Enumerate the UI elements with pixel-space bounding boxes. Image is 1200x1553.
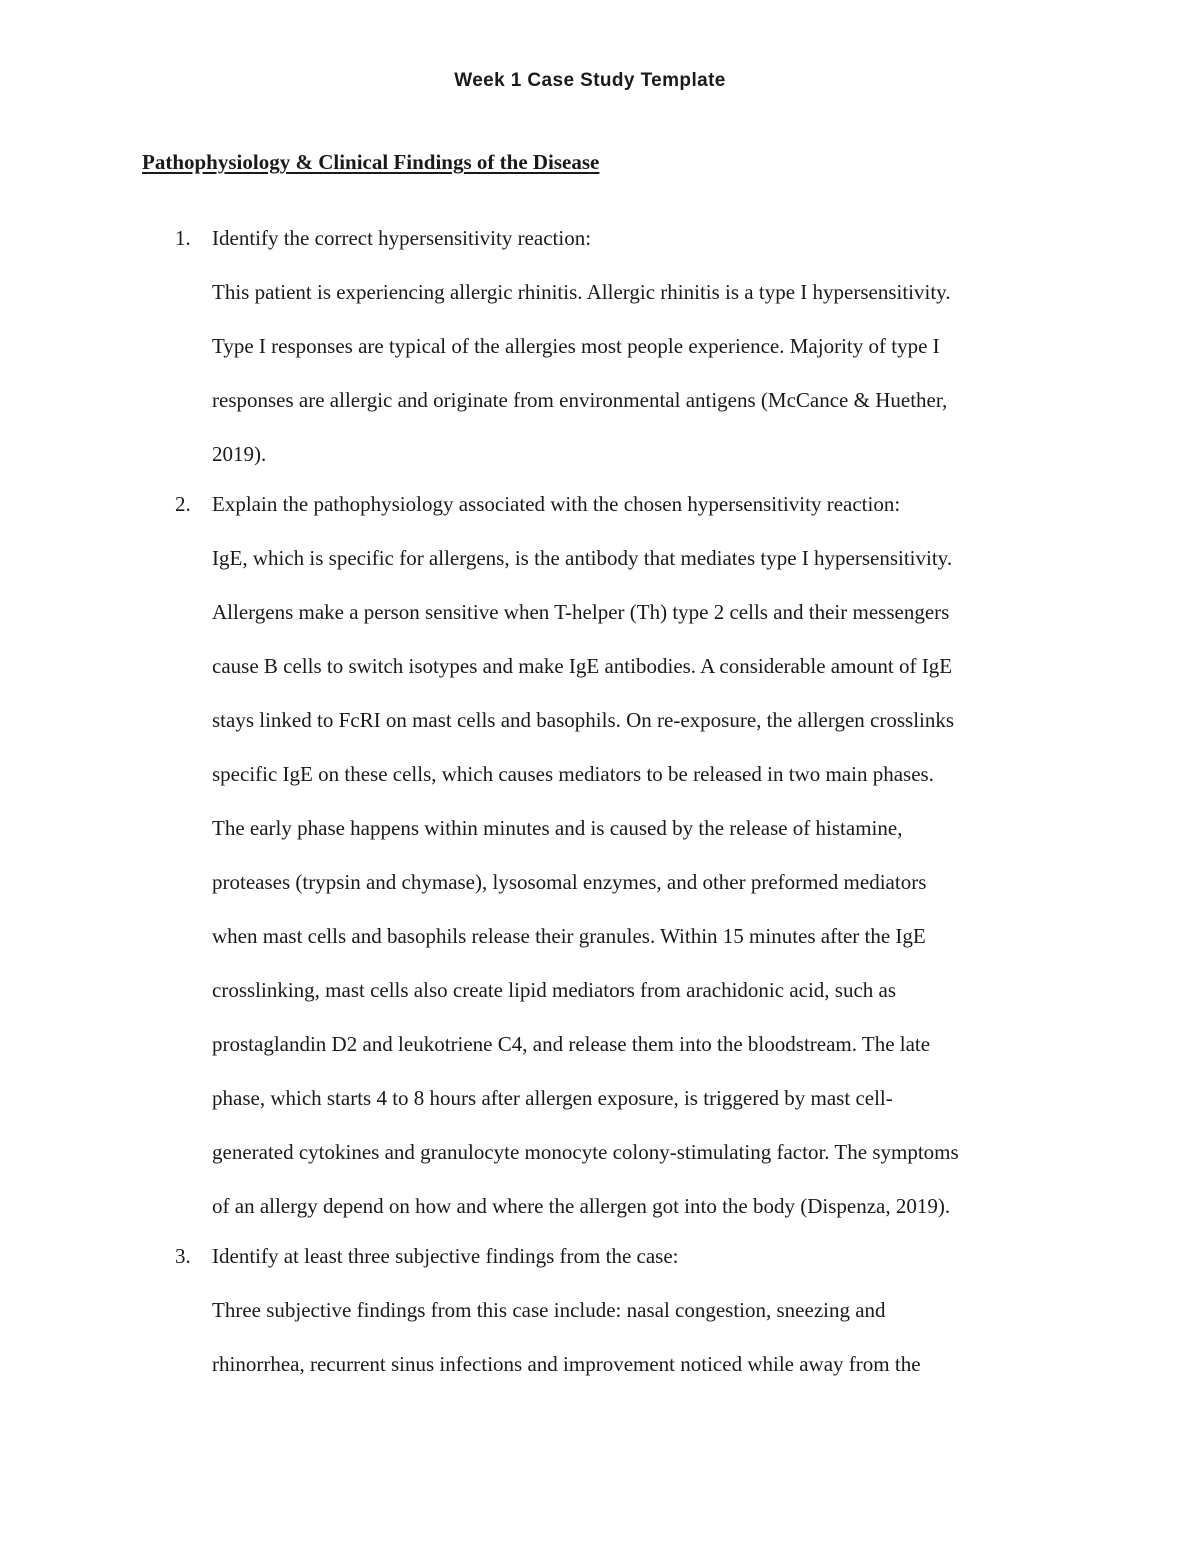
answer-line: of an allergy depend on how and where the allergen got into the body (Dispenza, 2019). xyxy=(212,1194,951,1218)
question-answer xyxy=(212,531,1092,1233)
question-answer xyxy=(212,1283,1092,1391)
answer-line: Type I responses are typical of the allergies most people experience. Majority of type I xyxy=(212,334,940,358)
question-number: 3. xyxy=(175,1244,191,1268)
answer-line: cause B cells to switch isotypes and make IgE antibodies. A considerable amount of IgE xyxy=(212,654,953,678)
question-number: 2. xyxy=(175,492,191,516)
answer-line: specific IgE on these cells, which causes mediators to be released in two main phases. xyxy=(212,762,934,786)
answer-line: 2019). xyxy=(212,442,267,466)
answer-line: Allergens make a person sensitive when T-helper (Th) type 2 cells and their messengers xyxy=(212,600,950,624)
answer-line: crosslinking, mast cells also create lipid mediators from arachidonic acid, such as xyxy=(212,978,897,1002)
answer-line: This patient is experiencing allergic rhinitis. Allergic rhinitis is a type I hypersensitivity. xyxy=(212,280,951,304)
answer-line: prostaglandin D2 and leukotriene C4, and release them into the bloodstream. The late xyxy=(212,1032,931,1056)
question-prompt: Identify at least three subjective findings from the case: xyxy=(212,1244,679,1268)
answer-line: Three subjective findings from this case include: nasal congestion, sneezing and xyxy=(212,1298,886,1322)
question-1 xyxy=(0,225,1200,481)
answer-line: phase, which starts 4 to 8 hours after allergen exposure, is triggered by mast cell- xyxy=(212,1086,893,1110)
question-list xyxy=(0,225,1200,1391)
question-number: 1. xyxy=(175,226,191,250)
document-title: Week 1 Case Study Template xyxy=(454,70,726,91)
question-2 xyxy=(0,491,1200,1233)
answer-line: proteases (trypsin and chymase), lysosomal enzymes, and other preformed mediators xyxy=(212,870,927,894)
answer-line: rhinorrhea, recurrent sinus infections and improvement noticed while away from the xyxy=(212,1352,921,1376)
question-3 xyxy=(0,1243,1200,1391)
question-prompt: Identify the correct hypersensitivity reaction: xyxy=(212,226,592,250)
answer-line: IgE, which is specific for allergens, is the antibody that mediates type I hypersensitivity. xyxy=(212,546,953,570)
question-answer xyxy=(212,265,1092,481)
answer-line: when mast cells and basophils release their granules. Within 15 minutes after the IgE xyxy=(212,924,926,948)
answer-line: responses are allergic and originate from environmental antigens (McCance & Huether, xyxy=(212,388,948,412)
answer-line: stays linked to FcRI on mast cells and basophils. On re-exposure, the allergen crosslinks xyxy=(212,708,955,732)
question-prompt: Explain the pathophysiology associated with the chosen hypersensitivity reaction: xyxy=(212,492,901,516)
answer-line: generated cytokines and granulocyte monocyte colony-stimulating factor. The symptoms xyxy=(212,1140,959,1164)
answer-line: The early phase happens within minutes and is caused by the release of histamine, xyxy=(212,816,903,840)
section-heading: Pathophysiology & Clinical Findings of the Disease xyxy=(142,150,600,174)
